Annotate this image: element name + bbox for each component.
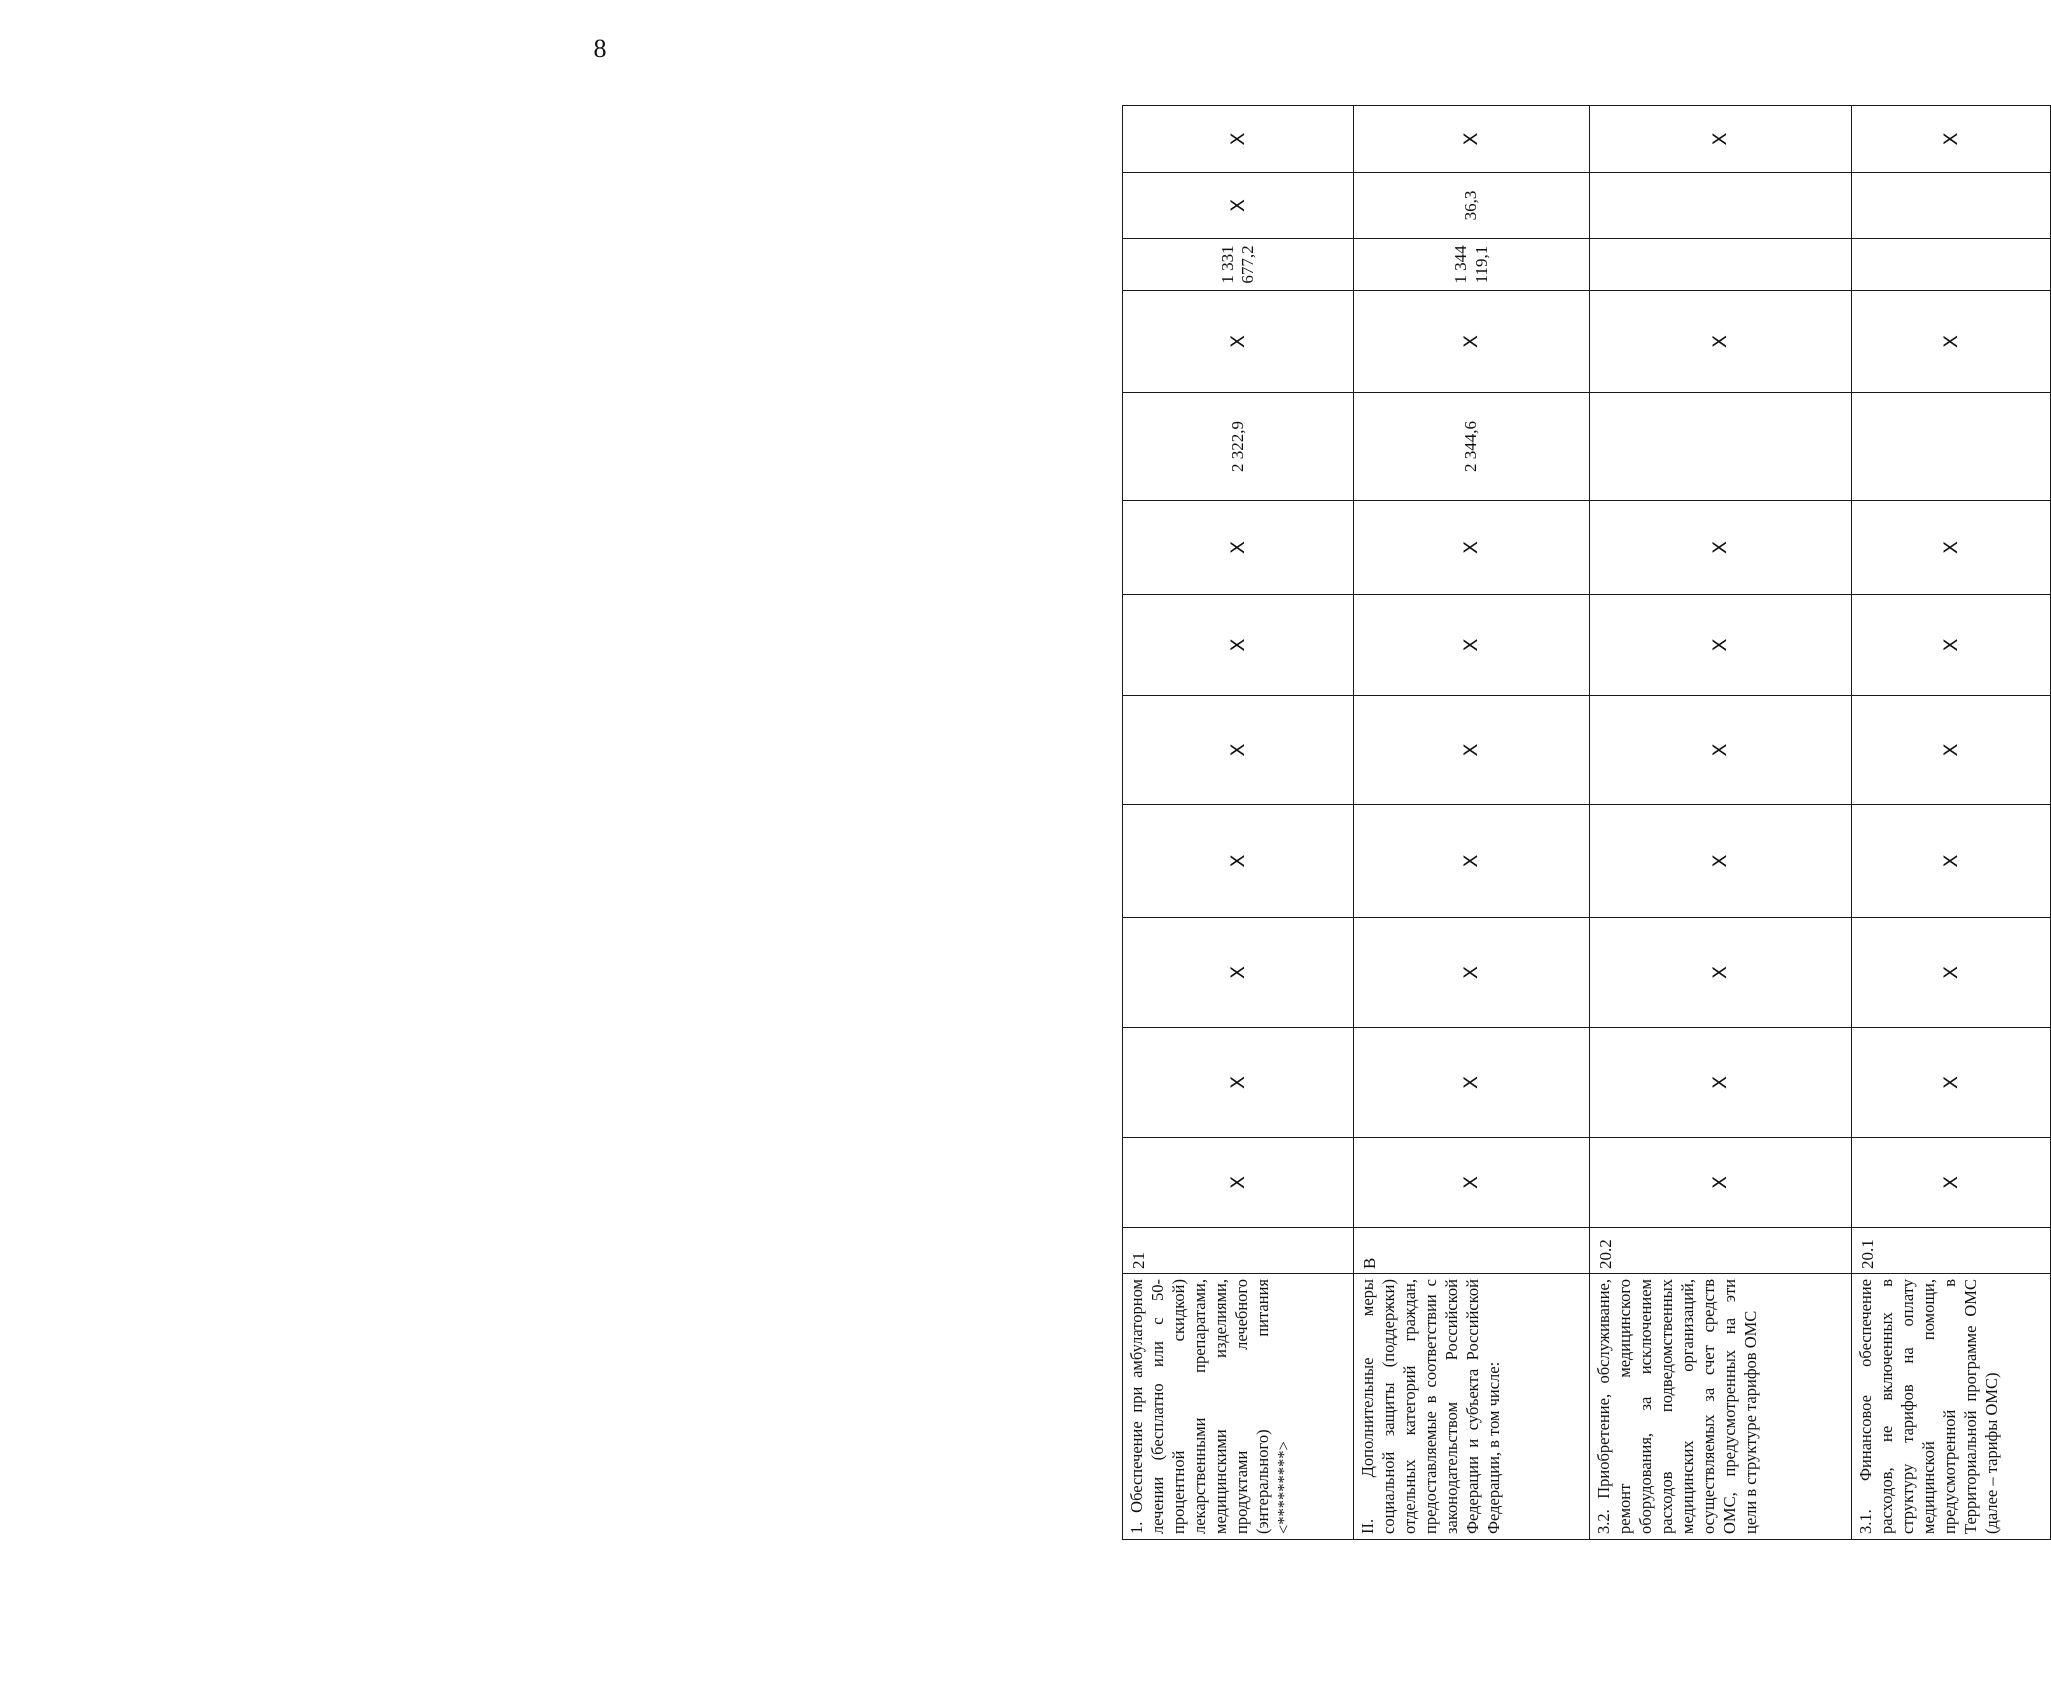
row-description: II. Дополнительные меры социальной защиты (поддержки) отдельных категорий граждан, предоставляемые в соответствии с законодательством Российской Федерации и субъекта Российской Федерации, в том числе: (1354, 1274, 1590, 1540)
table-cell: X (1123, 106, 1354, 173)
table-cell: X (1852, 1028, 2051, 1138)
table-cell: X (1590, 918, 1852, 1028)
table-cell: X (1852, 106, 2051, 173)
table-cell: X (1852, 696, 2051, 805)
table-cell (1852, 393, 2051, 501)
row-code: 21 (1123, 1228, 1354, 1274)
table-cell: X (1354, 696, 1590, 805)
table-cell: X (1852, 1138, 2051, 1228)
table-cell: X (1354, 1138, 1590, 1228)
table-cell: X (1852, 291, 2051, 393)
table-row (1123, 106, 1354, 1540)
rotated-table-container (1122, 106, 2050, 1540)
table-cell: X (1852, 918, 2051, 1028)
table-cell: X (1354, 595, 1590, 696)
table-cell: X (1590, 696, 1852, 805)
table-cell: X (1354, 291, 1590, 393)
table-cell: X (1123, 805, 1354, 918)
table-row (1852, 106, 2051, 1540)
table-cell: 36,3 (1354, 173, 1590, 239)
table-cell: 1 331 677,2 (1123, 239, 1354, 291)
row-code: В (1354, 1228, 1590, 1274)
table-cell: X (1590, 291, 1852, 393)
table-cell: X (1123, 696, 1354, 805)
row-description: 1. Обеспечение при амбулаторном лечении (бесплатно или с 50-процентной скидкой) лекарственными препаратами, медицинскими изделиями, продуктами лечебного (энтерального) питания <*********> (1123, 1274, 1354, 1540)
table-cell: X (1123, 595, 1354, 696)
table-cell: X (1123, 501, 1354, 595)
page-number: 8 (593, 34, 607, 63)
table-cell (1590, 393, 1852, 501)
table-row (1354, 106, 1590, 1540)
table-cell (1852, 173, 2051, 239)
table-cell (1590, 239, 1852, 291)
table-cell: 2 322,9 (1123, 393, 1354, 501)
table-row (1590, 106, 1852, 1540)
table-cell (1852, 239, 2051, 291)
table-cell: X (1354, 918, 1590, 1028)
table-cell: X (1590, 1028, 1852, 1138)
table-cell: X (1123, 1138, 1354, 1228)
row-description: 3.1. Финансовое обеспечение расходов, не включенных в структуру тарифов на оплату медицинской помощи, предусмотренной в Территориальной программе ОМС (далее – тарифы ОМС) (1852, 1274, 2051, 1540)
table-cell: X (1354, 1028, 1590, 1138)
table-cell: X (1590, 805, 1852, 918)
table-cell: X (1590, 595, 1852, 696)
table-cell: X (1354, 106, 1590, 173)
row-code: 20.2 (1590, 1228, 1852, 1274)
table-cell: X (1852, 595, 2051, 696)
table-cell: X (1123, 173, 1354, 239)
table-cell: 1 344 119,1 (1354, 239, 1590, 291)
row-code: 20.1 (1852, 1228, 2051, 1274)
table-cell: X (1590, 106, 1852, 173)
data-table (1122, 105, 2051, 1540)
table-cell: X (1123, 291, 1354, 393)
table-cell: 2 344,6 (1354, 393, 1590, 501)
table-cell: X (1123, 918, 1354, 1028)
table-cell: X (1852, 805, 2051, 918)
table-cell (1590, 173, 1852, 239)
table-cell: X (1354, 501, 1590, 595)
table-cell: X (1590, 501, 1852, 595)
table-cell: X (1354, 805, 1590, 918)
table-cell: X (1590, 1138, 1852, 1228)
row-description: 3.2. Приобретение, обслуживание, ремонт медицинского оборудования, за исключением расходов подведомственных медицинских организаций, осуществляемых за счет средств ОМС, предусмотренных на эти цели в структуре тарифов ОМС (1590, 1274, 1852, 1540)
table-cell: X (1123, 1028, 1354, 1138)
table-cell: X (1852, 501, 2051, 595)
